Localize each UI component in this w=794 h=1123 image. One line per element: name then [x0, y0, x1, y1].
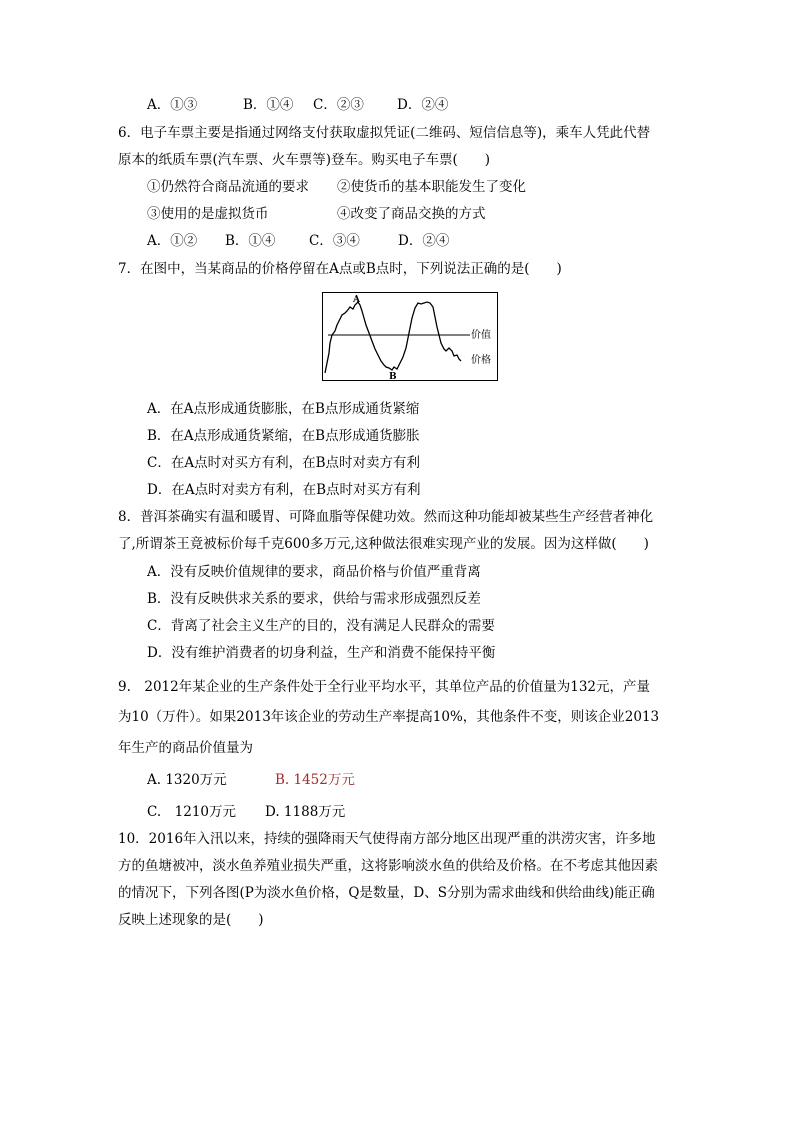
q6-option-a[interactable]: A．①② — [147, 233, 198, 249]
q8-stem-line1: 8．普洱茶确实有温和暖胃、可降血脂等保健功效。然而这种功能却被某些生产经营者神化 — [118, 509, 654, 525]
q6-option-b[interactable]: B．①④ — [225, 233, 276, 249]
q8-option-b[interactable]: B．没有反映供求关系的要求，供给与需求形成强烈反差 — [147, 591, 481, 607]
q10-stem-line2: 方的鱼塘被冲，淡水鱼养殖业损失严重，这将影响淡水鱼的供给及价格。在不考虑其他因素 — [118, 858, 658, 874]
q6-option-c[interactable]: C．③④ — [309, 233, 360, 249]
q8-option-c[interactable]: C．背离了社会主义生产的目的，没有满足人民群众的需要 — [147, 618, 495, 634]
q7-option-b[interactable]: B．在A点形成通货紧缩，在B点形成通货膨胀 — [147, 428, 420, 444]
q6-stem-line1: 6．电子车票主要是指通过网络支付获取虚拟凭证(二维码、短信信息等)，乘车人凭此代替 — [118, 125, 651, 141]
label-a: A — [353, 295, 360, 305]
q9-option-d[interactable]: D. 1188万元 — [265, 804, 346, 820]
q9-option-b[interactable]: B. 1452万元 — [275, 772, 355, 788]
q6-item-3: ③使用的是虚拟货币 — [147, 206, 269, 222]
q5-option-b[interactable]: B．①④ — [243, 97, 294, 113]
q6-stem-line2: 原本的纸质车票(汽车票、火车票等)登车。购买电子车票( ) — [118, 152, 491, 168]
price-curve — [325, 302, 461, 373]
q9-stem-line3: 年生产的商品价值量为 — [118, 740, 253, 756]
q7-option-d[interactable]: D．在A点时对卖方有利，在B点时对买方有利 — [147, 482, 421, 498]
q9-options-row1 — [147, 771, 355, 789]
q9-stem-line2: 为10（万件）。如果2013年该企业的劳动生产率提高10%，其他条件不变，则该企业2013 — [118, 709, 660, 725]
q6-options — [147, 232, 449, 250]
q9-option-a[interactable]: A. 1320万元 — [147, 772, 227, 788]
q9-stem-line1: 9. 2012年某企业的生产条件处于全行业平均水平，其单位产品的价值量为132元，产量 — [118, 679, 651, 695]
q10-stem-line4: 反映上述现象的是( ) — [118, 912, 264, 928]
q7-option-c[interactable]: C．在A点时对买方有利，在B点时对卖方有利 — [147, 455, 420, 471]
q10-stem-line1: 10．2016年入汛以来，持续的强降雨天气使得南方部分地区出现严重的洪涝灾害，许多地 — [118, 831, 656, 847]
price-value-figure — [322, 292, 498, 381]
q10-stem-line3: 的情况下，下列各图(P为淡水鱼价格，Q是数量，D、S分别为需求曲线和供给曲线)能正确 — [118, 885, 655, 901]
q5-option-a[interactable]: A．①③ — [147, 97, 198, 113]
q6-items-row1 — [147, 178, 526, 196]
label-price: 价格 — [471, 355, 491, 366]
q5-option-c[interactable]: C．②③ — [313, 97, 364, 113]
q6-option-d[interactable]: D．②④ — [398, 233, 450, 249]
q7-option-a[interactable]: A．在A点形成通货膨胀，在B点形成通货紧缩 — [147, 401, 420, 417]
q5-option-d[interactable]: D．②④ — [397, 97, 449, 113]
q6-item-2: ②使货币的基本职能发生了变化 — [337, 179, 526, 195]
label-b: B — [389, 372, 397, 379]
q9-option-c[interactable]: C. 1210万元 — [147, 804, 236, 820]
q6-item-1: ①仍然符合商品流通的要求 — [147, 179, 309, 195]
q8-stem-line2: 了,所谓茶王竟被标价每千克600多万元,这种做法很难实现产业的发展。因为这样做( ) — [118, 536, 649, 552]
q8-option-a[interactable]: A．没有反映价值规律的要求，商品价格与价值严重背离 — [147, 564, 481, 580]
q7-stem: 7．在图中，当某商品的价格停留在A点或B点时，下列说法正确的是( ) — [118, 261, 562, 277]
q6-item-4: ④改变了商品交换的方式 — [337, 206, 486, 222]
q8-option-d[interactable]: D．没有维护消费者的切身利益，生产和消费不能保持平衡 — [147, 645, 496, 661]
label-value: 价值 — [471, 330, 491, 341]
q6-items-row2 — [147, 205, 486, 223]
q9-options-row2 — [147, 803, 345, 821]
price-value-diagram — [323, 293, 496, 379]
q5-options — [147, 96, 448, 114]
